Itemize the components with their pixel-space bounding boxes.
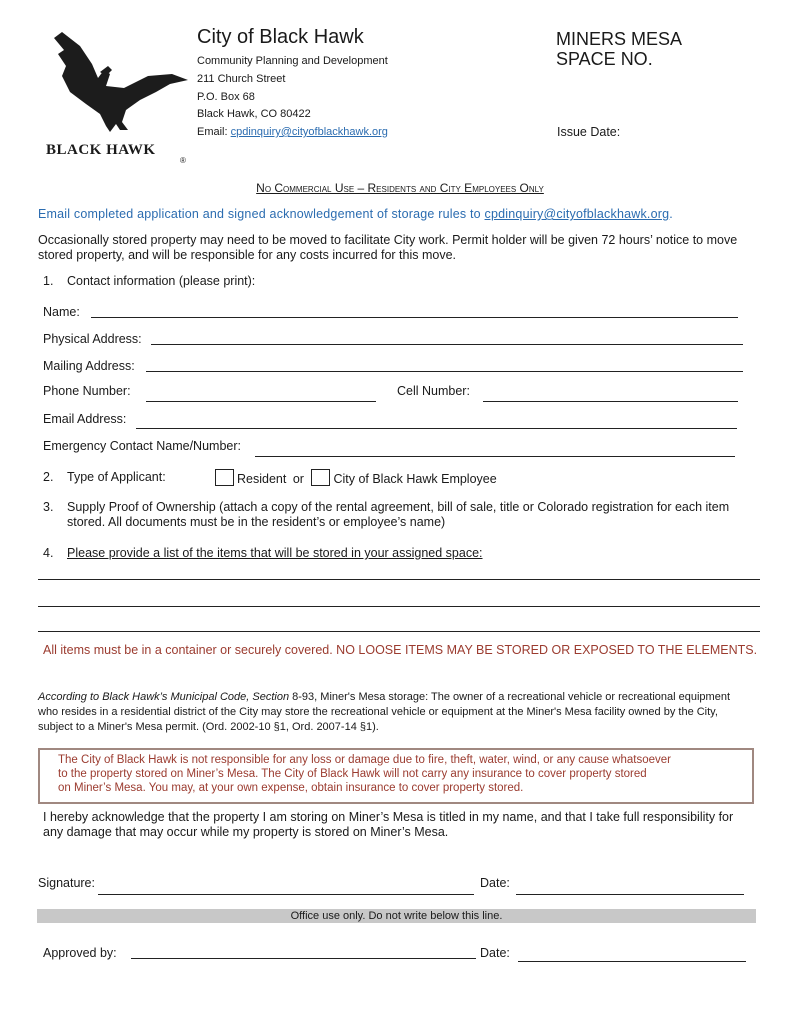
items-line-1[interactable] [38, 579, 760, 580]
email-instruction-end: . [669, 207, 673, 221]
street-address: 211 Church Street [197, 73, 286, 85]
logo-text: BLACK HAWK [46, 142, 156, 158]
city-state-zip: Black Hawk, CO 80422 [197, 108, 311, 120]
hawk-icon [40, 26, 195, 144]
municipal-code-text [38, 690, 750, 735]
dept-name: Community Planning and Development [197, 55, 388, 67]
liability-line-2: to the property stored on Miner’s Mesa. The City of Black Hawk will not carry any insurance to cover property stored [58, 768, 647, 780]
approved-by-field[interactable] [131, 958, 476, 959]
email-instruction-link[interactable]: cpdinquiry@cityofblackhawk.org [484, 207, 670, 221]
email-field[interactable] [136, 428, 737, 429]
employee-option-label: City of Black Hawk Employee [333, 472, 497, 486]
mailing-address-field[interactable] [146, 371, 743, 372]
approval-date-field[interactable] [518, 961, 746, 962]
po-box: P.O. Box 68 [197, 91, 255, 103]
resident-option-label: Resident [237, 472, 287, 486]
container-notice: All items must be in a container or securely covered. NO LOOSE ITEMS MAY BE STORED OR EXPOSED TO THE ELEMENTS. [43, 643, 758, 657]
signature-date-field[interactable] [516, 894, 744, 895]
space-no-label: SPACE NO. [556, 49, 653, 69]
liability-box [38, 748, 754, 804]
section1-number: 1. [43, 274, 54, 288]
section3-text: Supply Proof of Ownership (attach a copy of the rental agreement, bill of sale, title or Colorado registration for each item stored. All documents must be in the resident’s or employee’s name) [67, 500, 730, 529]
employee-checkbox[interactable] [311, 469, 330, 486]
section1-title: Contact information (please print): [67, 274, 256, 288]
items-line-2[interactable] [38, 606, 760, 607]
physical-address-field[interactable] [151, 344, 743, 345]
physical-address-label: Physical Address: [43, 332, 142, 346]
acknowledgement-text: I hereby acknowledge that the property I am storing on Miner’s Mesa is titled in my name, and that I take full responsibility for any damage that may occur while my property is stored on Miner’s Mesa. [43, 810, 734, 839]
phone-label: Phone Number: [43, 384, 131, 398]
resident-checkbox[interactable] [215, 469, 234, 486]
office-use-text: Office use only. Do not write below this line. [290, 910, 503, 922]
email-instruction [38, 207, 673, 221]
phone-field[interactable] [146, 401, 376, 402]
section3-number: 3. [43, 500, 54, 514]
header-email-link[interactable]: cpdinquiry@cityofblackhawk.org [230, 126, 388, 138]
cell-field[interactable] [483, 401, 738, 402]
issue-date-label: Issue Date: [557, 125, 621, 139]
section4-text: Please provide a list of the items that will be stored in your assigned space: [67, 546, 483, 560]
signature-field[interactable] [98, 894, 474, 895]
name-field[interactable] [91, 317, 738, 318]
moved-notice: Occasionally stored property may need to be moved to facilitate City work. Permit holder will be given 72 hours’ notice to move stored property, and will be responsible for any costs incurred for this move. [38, 233, 738, 262]
approved-by-label: Approved by: [43, 946, 117, 960]
header-email [197, 126, 388, 138]
name-label: Name: [43, 305, 80, 319]
liability-line-1: The City of Black Hawk is not responsible for any loss or damage due to fire, theft, water, wind, or any cause whatsoever [58, 754, 671, 766]
no-commercial-heading: No Commercial Use – Residents and City Employees Only [256, 181, 544, 195]
or-text: or [292, 472, 304, 486]
city-title: City of Black Hawk [197, 26, 364, 48]
municipal-code-body: 8-93, Miner's Mesa storage: The owner of a recreational vehicle or recreational equipment who resides in a residential district of the City may store the recreational vehicle or equipment at the Miner's Mesa facility owned by the City, subject to a Miner's Mesa permit. (Ord. 2002-10 §1, Ord. 2007-14 §1). [38, 691, 730, 733]
section2-number: 2. [43, 470, 54, 484]
black-hawk-logo [40, 26, 195, 166]
signature-label: Signature: [38, 876, 95, 890]
email-label: Email Address: [43, 412, 127, 426]
header-email-label: Email: [197, 126, 228, 138]
cell-label: Cell Number: [397, 384, 470, 398]
miners-mesa-title: MINERS MESA [556, 29, 683, 49]
emergency-contact-field[interactable] [255, 456, 735, 457]
email-instruction-text: Email completed application and signed acknowledgement of storage rules to [38, 207, 481, 221]
emergency-contact-label: Emergency Contact Name/Number: [43, 439, 241, 453]
municipal-code-italic: According to Black Hawk’s Municipal Code, Section [38, 691, 290, 703]
signature-date-label: Date: [480, 876, 510, 890]
applicant-type-options [215, 469, 497, 486]
registered-mark: ® [180, 156, 186, 165]
items-line-3[interactable] [38, 631, 760, 632]
section2-title: Type of Applicant: [67, 470, 166, 484]
liability-line-3: on Miner’s Mesa. You may, at your own expense, obtain insurance to cover property stored. [58, 782, 524, 794]
office-use-bar [37, 909, 756, 923]
section4-number: 4. [43, 546, 54, 560]
approval-date-label: Date: [480, 946, 510, 960]
mailing-address-label: Mailing Address: [43, 359, 135, 373]
